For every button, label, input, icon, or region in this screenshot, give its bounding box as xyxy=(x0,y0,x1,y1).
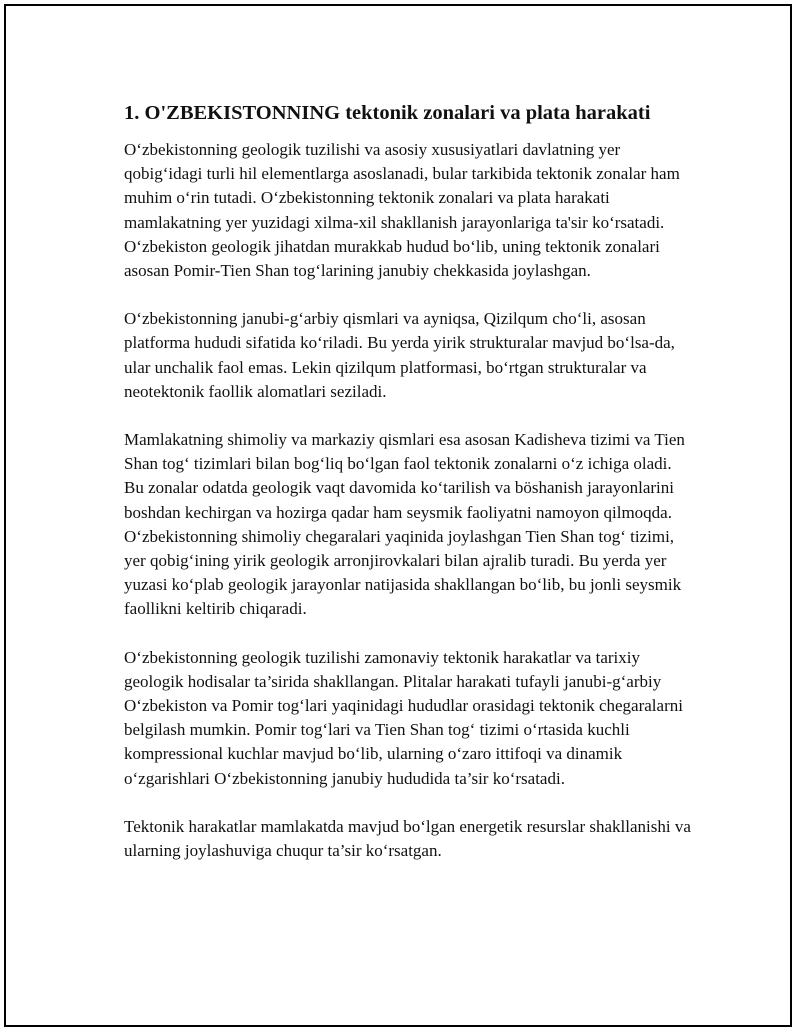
paragraph-1: O‘zbekistonning geologik tuzilishi va asosiy xususiyatlari davlatning yer qobig‘idagi turli hil elementlarga asoslanadi, bular tarkibida tektonik zonalar ham muhim o‘rin tutadi. O‘zbekistonning tektonik zonalari va plata harakati mamlakatning yer yuzidagi xilma-xil shakllanish jarayonlariga ta'sir ko‘rsatadi. O‘zbekiston geologik jihatdan murakkab hudud bo‘lib, uning tektonik zonalari asosan Pomir-Tien Shan tog‘larining janubiy chekkasida joylashgan. xyxy=(124,140,680,281)
paragraph-2: O‘zbekistonning janubi-g‘arbiy qismlari va ayniqsa, Qizilqum cho‘li, asosan platforma hududi sifatida ko‘riladi. Bu yerda yirik strukturalar mavjud bo‘lsa-da, ular unchalik faol emas. Lekin qizilqum platformasi, bo‘rtgan strukturalar va neotektonik faollik alomatlari seziladi. xyxy=(124,309,675,401)
paragraph-5: Tektonik harakatlar mamlakatda mavjud bo‘lgan energetik resurslar shakllanishi va ularning joylashuviga chuqur ta’sir ko‘rsatgan. xyxy=(124,816,691,861)
paragraph-4: O‘zbekistonning geologik tuzilishi zamonaviy tektonik harakatlar va tarixiy geologik hodisalar ta’sirida shakllangan. Plitalar harakati tufayli janubi-g‘arbiy O‘zbekiston va Pomir tog‘lari yaqinidagi hududlar orasidagi tektonik chegaralarni belgilash mumkin. Pomir tog‘lari va Tien Shan tog‘ tizimi o‘rtasida kuchli kompressional kuchlar mavjud bo‘lib, ularning o‘zaro ittifoqi va dinamik o‘zgarishlari O‘zbekistonning janubiy hududida ta’sir ko‘rsatadi. xyxy=(124,647,683,788)
page-frame xyxy=(4,4,792,1027)
paragraph-3: Mamlakatning shimoliy va markaziy qismlari esa asosan Kadisheva tizimi va Tien Shan tog‘ tizimlari bilan bog‘liq bo‘lgan faol tektonik zonalarni o‘z ichiga oladi. Bu zonalar odatda geologik vaqt davomida ko‘tarilish va böshanish jarayonlarini boshdan kechirgan va hozirga qadar ham seysmik faoliyatni namoyon qilmoqda. O‘zbekistonning shimoliy chegaralari yaqinida joylashgan Tien Shan tog‘ tizimi, yer qobig‘ining yirik geologik arronjirovkalari bilan ajralib turadi. Bu yerda yer yuzasi ko‘plab geologik jarayonlar natijasida shakllangan bo‘lib, bu jonli seysmik faollikni keltirib chiqaradi. xyxy=(124,430,685,619)
document-title: 1. O'ZBEKISTONNING tektonik zonalari va plata harakati xyxy=(124,102,651,124)
document-body xyxy=(124,100,694,887)
